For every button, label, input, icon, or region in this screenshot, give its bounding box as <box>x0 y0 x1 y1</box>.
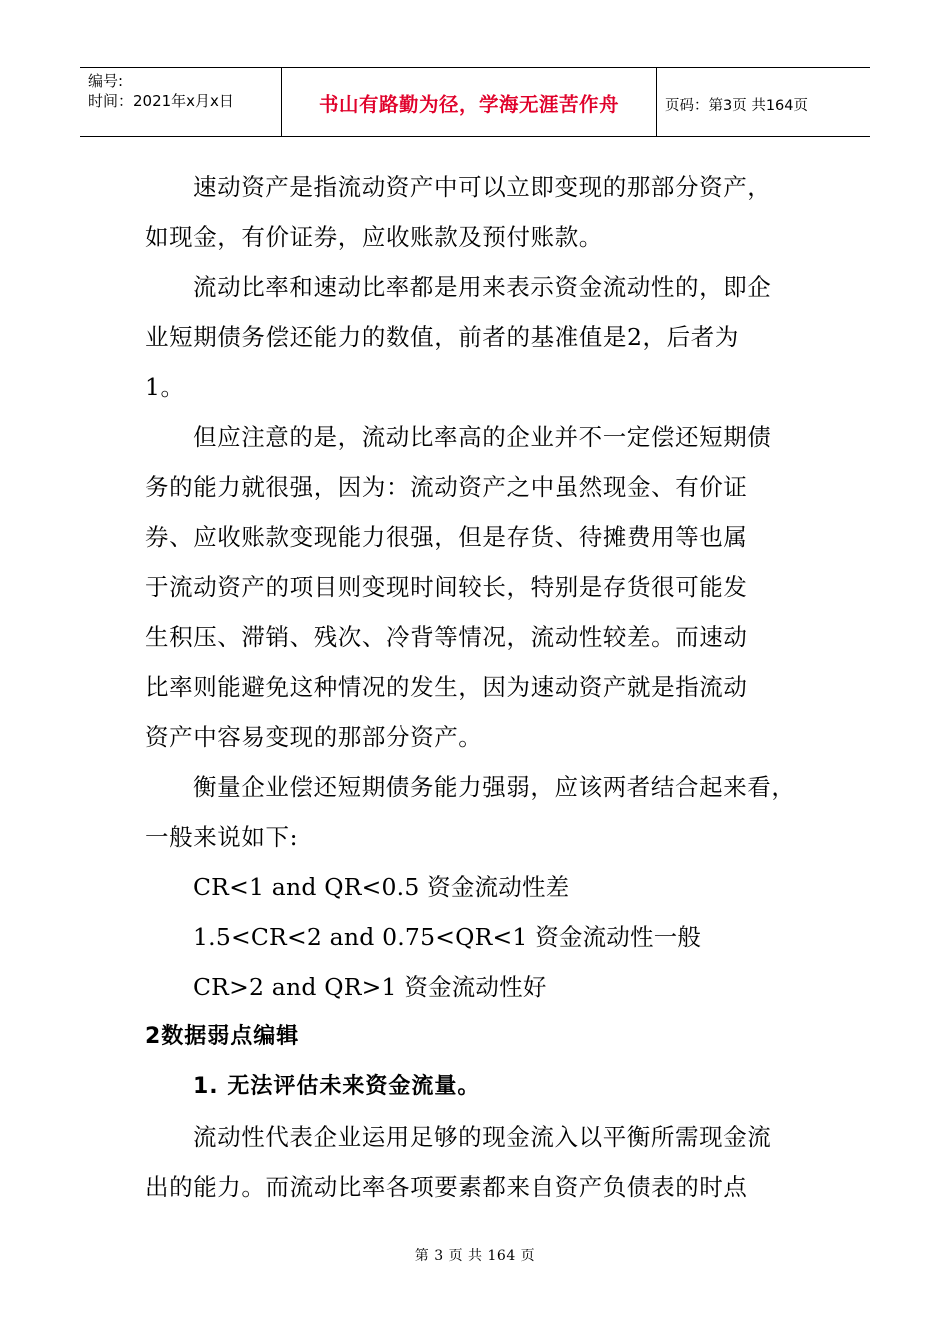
text-line: 但应注意的是，流动比率高的企业并不一定偿还短期债 <box>193 423 772 451</box>
text-line: 生积压、滞销、残次、冷背等情况，流动性较差。而速动 <box>145 623 748 651</box>
text-line: 资产中容易变现的那部分资产。 <box>145 723 483 751</box>
header-motto: 书山有路勤为径，学海无涯苦作舟 <box>318 93 619 116</box>
text-line: 于流动资产的项目则变现时间较长，特别是存货很可能发 <box>145 573 748 601</box>
page-header <box>80 67 870 137</box>
text-line: CR>2 and QR>1 资金流动性好 <box>193 973 547 1001</box>
document-body <box>145 162 825 1212</box>
text-line: 比率则能避免这种情况的发生，因为速动资产就是指流动 <box>145 673 748 701</box>
header-motto-cell <box>282 68 657 136</box>
text-line: 速动资产是指流动资产中可以立即变现的那部分资产， <box>193 173 772 201</box>
text-line: 业短期债务偿还能力的数值，前者的基准值是2，后者为 <box>145 323 739 351</box>
text-line: 如现金，有价证券，应收账款及预付账款。 <box>145 223 603 251</box>
header-meta <box>80 68 282 136</box>
text-line: 1.5<CR<2 and 0.75<QR<1 资金流动性一般 <box>193 923 702 951</box>
text-line: 流动性代表企业运用足够的现金流入以平衡所需现金流 <box>193 1123 772 1151</box>
page-footer: 第 3 页 共 164 页 <box>414 1248 536 1264</box>
text-line: 券、应收账款变现能力很强，但是存货、待摊费用等也属 <box>145 523 748 551</box>
text-line: 出的能力。而流动比率各项要素都来自资产负债表的时点 <box>145 1173 748 1201</box>
section-heading: 2数据弱点编辑 <box>145 1024 300 1049</box>
number-label: 编号: <box>88 72 124 90</box>
text-line: CR<1 and QR<0.5 资金流动性差 <box>193 873 570 901</box>
text-line: 衡量企业偿还短期债务能力强弱，应该两者结合起来看， <box>193 773 796 801</box>
time-label: 时间：2021年x月x日 <box>88 92 234 110</box>
header-page-code: 页码：第3页 共164页 <box>665 97 809 114</box>
text-line: 流动比率和速动比率都是用来表示资金流动性的，即企 <box>193 273 772 301</box>
section-heading: 1. 无法评估未来资金流量。 <box>193 1074 481 1099</box>
text-line: 一般来说如下: <box>145 823 299 851</box>
text-line: 1。 <box>145 373 185 401</box>
text-line: 务的能力就很强，因为：流动资产之中虽然现金、有价证 <box>145 473 748 501</box>
